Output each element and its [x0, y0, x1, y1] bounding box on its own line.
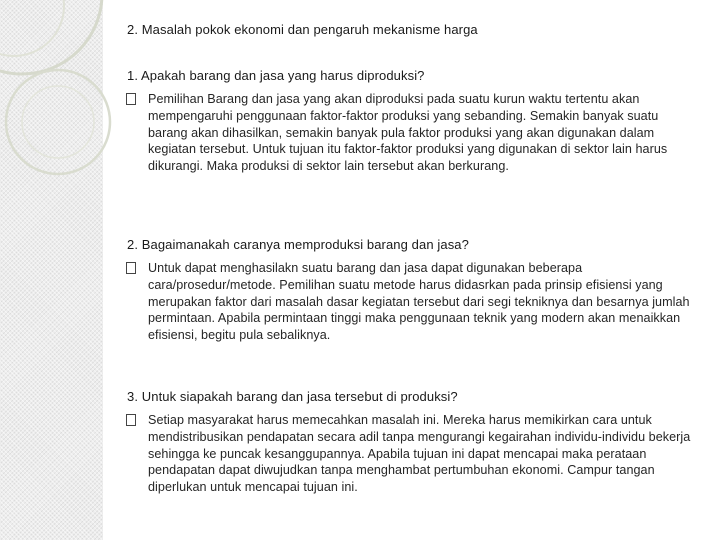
question-3: 3. Untuk siapakah barang dan jasa tersebut di produksi? [127, 389, 458, 404]
answer-1: Pemilihan Barang dan jasa yang akan diproduksi pada suatu kurun waktu tertentu akan mempengaruhi penggunaan faktor-faktor produksi yang sebanding. Semakin banyak suatu barang akan dihasilkan, semakin banyak pula faktor produksi yang akan digunakan dalam kegiatan tersebut. Untuk tujuan itu faktor-faktor produksi yang digunakan di sektor lain harus dikurangi. Maka produksi di sektor lain tersebut akan berkurang. [148, 92, 668, 174]
answer-3: Setiap masyarakat harus memecahkan masalah ini. Mereka harus memikirkan cara untuk mendistribusikan pendapatan secara adil tanpa mengurangi kegairahan individu-individu bekerja sehingga ke puncak kesanggupannya. Apabila tujuan ini dapat mencapai maka perataan pendapatan dapat diwujudkan tanpa menghambat pertumbuhan ekonomi. Campur tangan diperlukan untuk mencapai tujuan ini. [148, 413, 691, 495]
bullet-icon [126, 414, 141, 429]
question-2: 2. Bagaimanakah caranya memproduksi barang dan jasa? [127, 237, 469, 252]
question-1: 1. Apakah barang dan jasa yang harus diproduksi? [127, 68, 425, 83]
slide-title: 2. Masalah pokok ekonomi dan pengaruh mekanisme harga [127, 22, 478, 37]
answer-2: Untuk dapat menghasilakn suatu barang dan jasa dapat digunakan beberapa cara/prosedur/metode. Pemilihan suatu metode harus didasrkan pada prinsip efisiensi yang merupakan faktor dari masalah dasar kegiatan tersebut dari segi tekniknya dan besarnya jumlah permintaan. Apabila permintaan tinggi maka penggunaan teknik yang modern akan menaikkan efisiensi, begitu pula sebaliknya. [148, 261, 690, 343]
bullet-icon [126, 262, 141, 277]
bullet-icon [126, 93, 141, 108]
